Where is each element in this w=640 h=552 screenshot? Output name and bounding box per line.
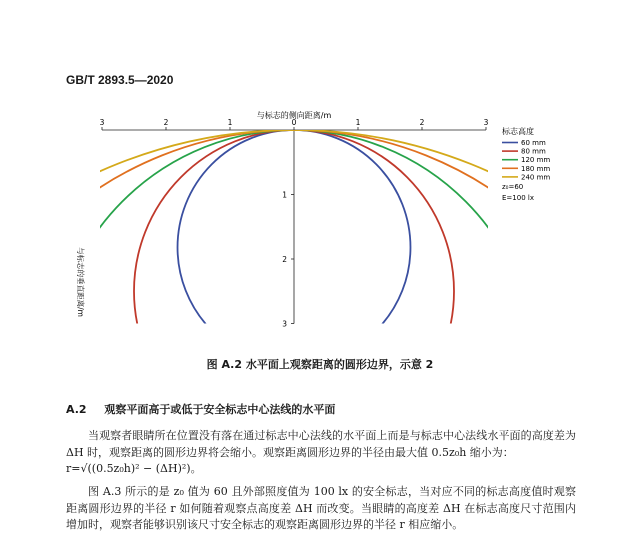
paragraph-2: 图 A.3 所示的是 z₀ 值为 60 且外部照度值为 100 lx 的安全标志，当对应不同的标志高度值时观察距离圆形边界的半径 r 如何随着观察点高度差 ΔH 而改变。当眼睛的高度差 ΔH 在标志高度尺寸范围内增加时，观察者能够识别该尺寸安全标志的观察距离圆形边界的半径 r 相应缩小。 [66,485,576,531]
legend-label: 180 mm [521,164,551,173]
legend-label: 120 mm [521,156,551,165]
x-tick-label: 3 [483,118,489,127]
paragraph-1 [66,428,576,478]
legend-items [502,139,550,181]
y-tick-label: 3 [282,319,287,329]
x-tick-label: 1 [355,118,361,127]
paragraph-1-text: 当观察者眼睛所在位置没有落在通过标志中心法线的水平面上而是与标志中心法线水平面的高度差为 ΔH 时，观察距离的圆形边界将会缩小。观察距离圆形边界的半径由最大值 0.5z₀h 缩小为： [66,429,576,459]
x-axis-label: 与标志的侧向距离/m [256,111,332,120]
x-tick-label: 1 [227,118,233,127]
y-axis-label: 与标志的垂直距离/m [76,247,85,317]
section-title: 观察平面高于或低于安全标志中心法线的水平面 [104,403,336,416]
legend-param-illuminance: E=100 lx [502,194,534,202]
observation-distance-figure [0,100,640,350]
radius-formula: r=√((0.5z₀h)² − (ΔH)²)。 [66,462,202,475]
legend-label: 60 mm [521,139,546,147]
x-tick-label: 2 [163,118,169,127]
x-tick-label: 2 [419,118,425,127]
legend-label: 80 mm [521,147,546,156]
section-number: A.2 [66,403,87,416]
legend [502,126,550,202]
legend-title: 标志高度 [502,127,534,136]
standard-code: GB/T 2893.5—2020 [66,73,174,87]
x-tick-label: 0 [291,118,297,127]
x-tick-label: 3 [99,118,105,127]
y-tick-label: 1 [282,190,287,200]
figure-caption: 图 A.2 水平面上观察距离的圆形边界，示意 2 [206,358,434,371]
section-heading [66,401,335,417]
legend-param-z0: z₀=60 [502,183,524,191]
legend-label: 240 mm [521,173,551,182]
y-tick-label: 2 [282,255,287,264]
